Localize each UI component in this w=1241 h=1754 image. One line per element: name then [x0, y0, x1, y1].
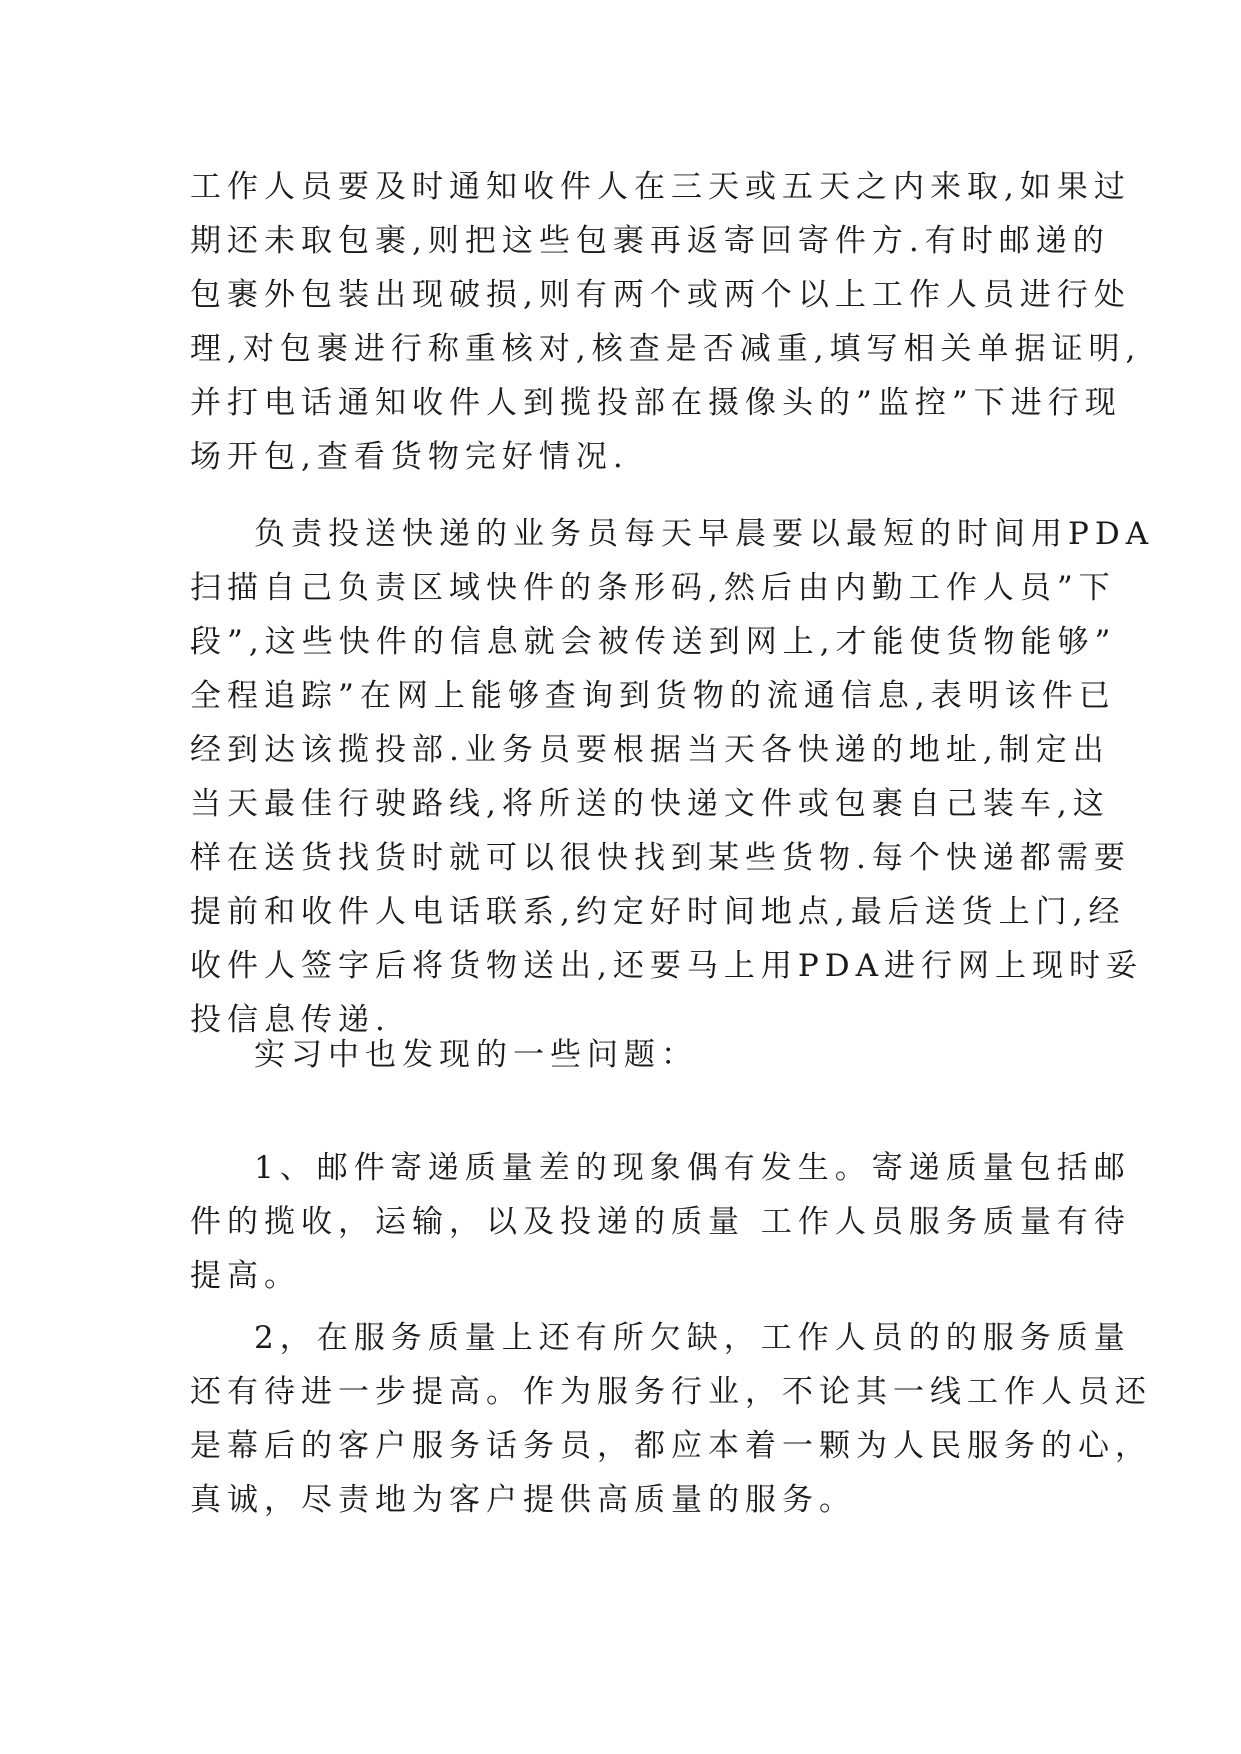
paragraph-2-line-9: 收件人签字后将货物送出,还要马上用PDA进行网上现时妥 [190, 948, 1143, 984]
paragraph-2-line-10: 投信息传递. [190, 1002, 391, 1038]
paragraph-3-line-1: 实习中也发现的一些问题： [254, 1037, 698, 1073]
paragraph-4 [190, 1141, 1131, 1303]
paragraph-2 [190, 507, 1155, 1047]
paragraph-2-line-2: 扫描自己负责区域快件的条形码,然后由内勤工作人员”下 [190, 570, 1116, 606]
paragraph-1-line-6: 场开包,查看货物完好情况. [190, 439, 629, 475]
paragraph-2-line-4: 全程追踪”在网上能够查询到货物的流通信息,表明该件已 [190, 678, 1116, 714]
paragraph-5-line-1: 2，在服务质量上还有所欠缺，工作人员的的服务质量 [254, 1320, 1131, 1356]
paragraph-1 [190, 160, 1142, 484]
paragraph-1-line-2: 期还未取包裹,则把这些包裹再返寄回寄件方.有时邮递的 [190, 223, 1110, 259]
paragraph-4-line-3: 提高。 [190, 1258, 301, 1294]
paragraph-5-line-3: 是幕后的客户服务话务员，都应本着一颗为人民服务的心， [190, 1428, 1152, 1464]
paragraph-1-line-1: 工作人员要及时通知收件人在三天或五天之内来取,如果过 [190, 169, 1131, 205]
paragraph-2-line-1: 负责投送快递的业务员每天早晨要以最短的时间用PDA [254, 516, 1155, 552]
paragraph-4-line-1: 1、邮件寄递质量差的现象偶有发生。寄递质量包括邮 [254, 1150, 1131, 1186]
paragraph-4-line-2: 件的揽收，运输，以及投递的质量 工作人员服务质量有待 [190, 1204, 1131, 1240]
paragraph-2-line-3: 段”,这些快件的信息就会被传送到网上,才能使货物能够” [190, 624, 1117, 660]
paragraph-1-line-5: 并打电话通知收件人到揽投部在摄像头的”监控”下进行现 [190, 385, 1122, 421]
paragraph-2-line-5: 经到达该揽投部.业务员要根据当天各快递的地址,制定出 [190, 732, 1110, 768]
paragraph-2-line-6: 当天最佳行驶路线,将所送的快递文件或包裹自己装车,这 [190, 786, 1110, 822]
paragraph-5 [190, 1311, 1152, 1527]
paragraph-1-line-4: 理,对包裹进行称重核对,核查是否减重,填写相关单据证明, [190, 331, 1142, 367]
paragraph-3 [190, 1028, 1050, 1082]
paragraph-1-line-3: 包裹外包装出现破损,则有两个或两个以上工作人员进行处 [190, 277, 1131, 313]
paragraph-5-line-2: 还有待进一步提高。作为服务行业，不论其一线工作人员还 [190, 1374, 1152, 1410]
paragraph-2-line-7: 样在送货找货时就可以很快找到某些货物.每个快递都需要 [190, 840, 1131, 876]
paragraph-5-line-4: 真诚，尽责地为客户提供高质量的服务。 [190, 1482, 856, 1518]
paragraph-2-line-8: 提前和收件人电话联系,约定好时间地点,最后送货上门,经 [190, 894, 1126, 930]
